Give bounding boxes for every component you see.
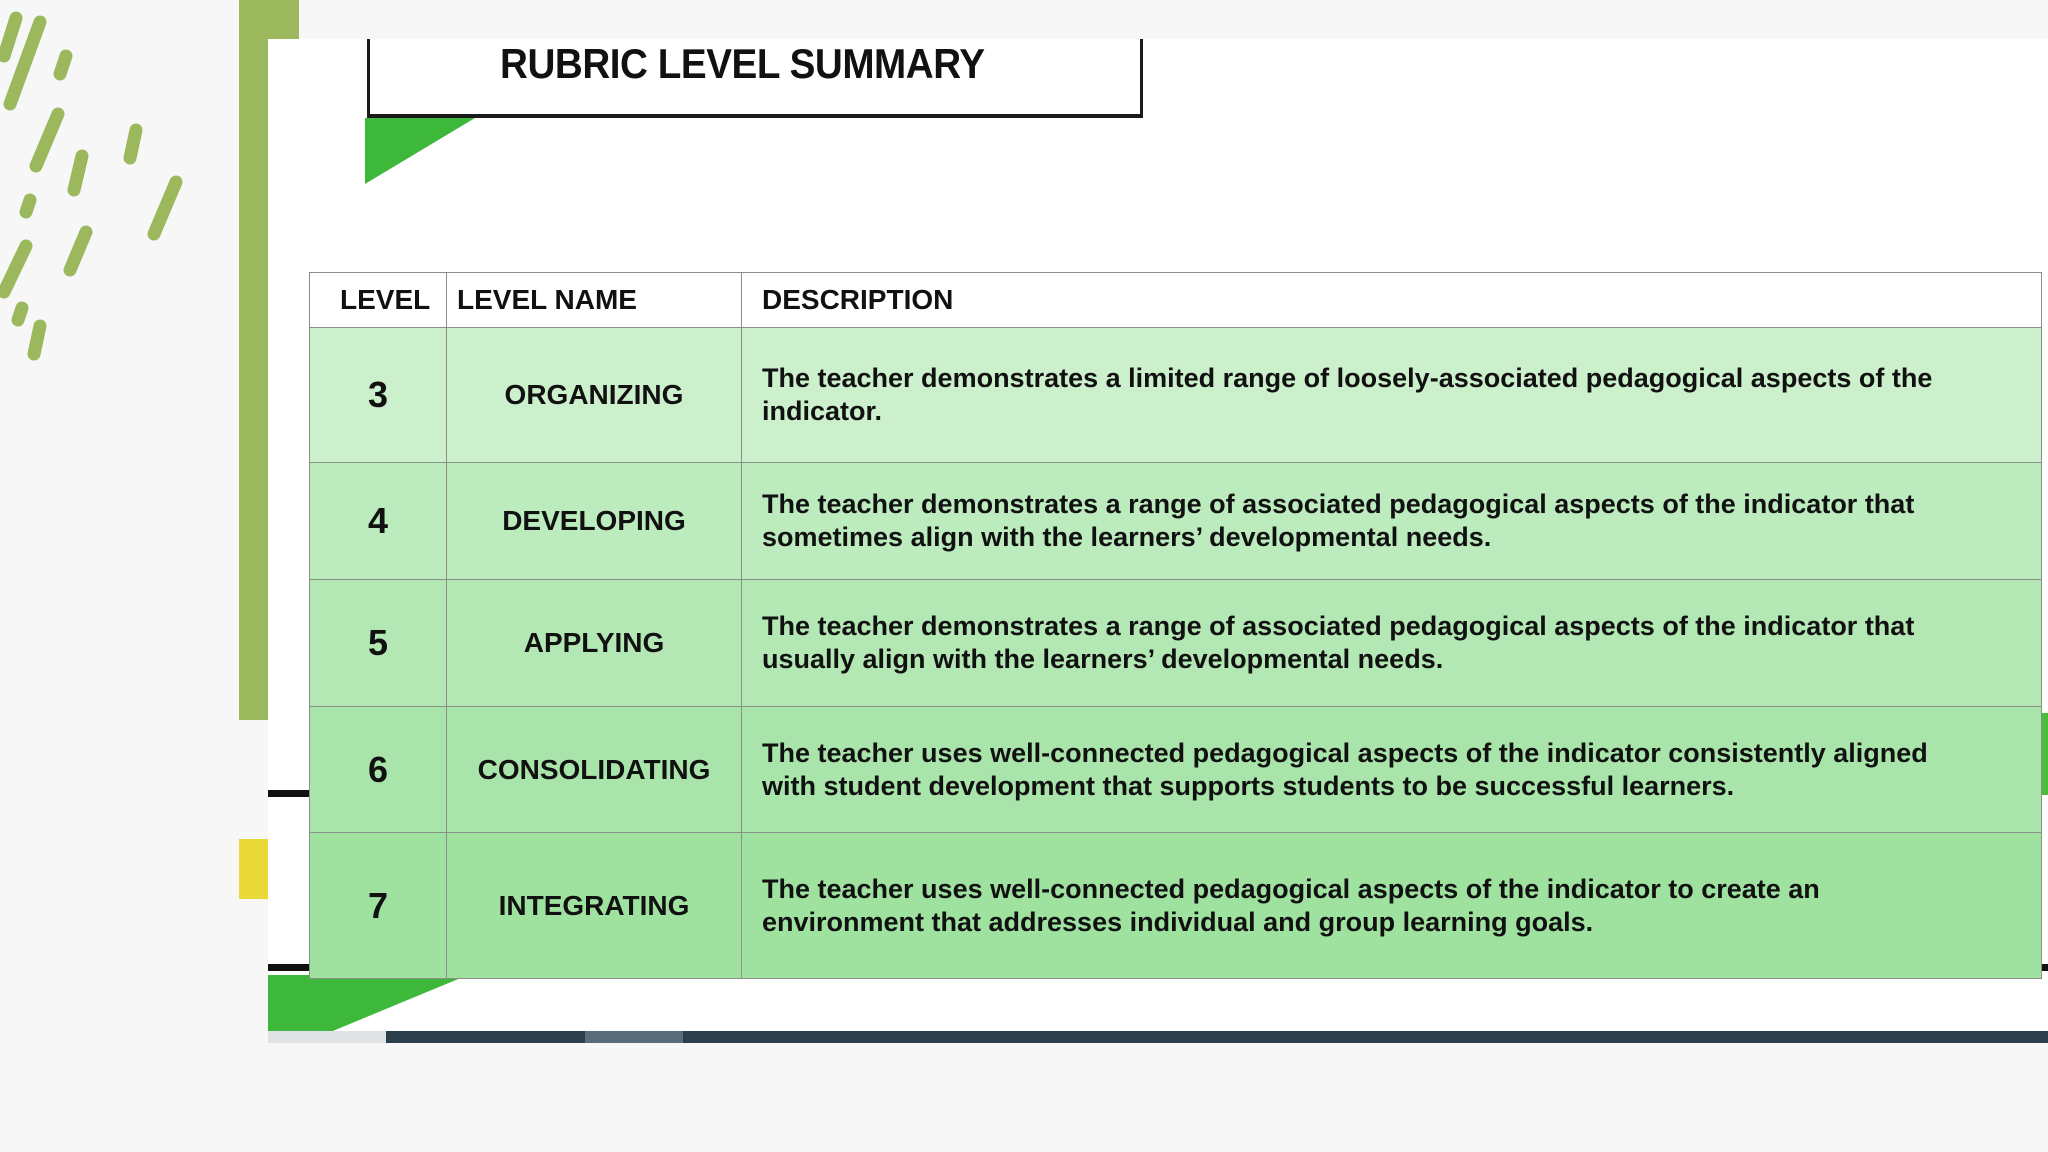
title-box <box>367 39 1143 118</box>
bottom-strip-light-segment <box>268 1031 386 1043</box>
table-row <box>310 707 2042 833</box>
header-level: LEVEL <box>310 273 447 328</box>
level-number: 4 <box>310 463 447 580</box>
level-number: 5 <box>310 580 447 707</box>
level-name: ORGANIZING <box>447 328 742 463</box>
bottom-strip-mid-segment <box>585 1031 683 1043</box>
level-name: INTEGRATING <box>447 833 742 979</box>
level-number: 3 <box>310 328 447 463</box>
table-row <box>310 463 2042 580</box>
level-description: The teacher uses well-connected pedagogical aspects of the indicator to create an environment that addresses individual and group learning goals. <box>742 833 2042 979</box>
bottom-progress-strip <box>268 1031 2048 1043</box>
level-description: The teacher demonstrates a range of associated pedagogical aspects of the indicator that usually align with the learners’ developmental needs. <box>742 580 2042 707</box>
table-header-row <box>310 273 2042 328</box>
level-description: The teacher demonstrates a range of associated pedagogical aspects of the indicator that sometimes align with the learners’ developmental needs. <box>742 463 2042 580</box>
level-number: 6 <box>310 707 447 833</box>
header-level-name: LEVEL NAME <box>447 273 742 328</box>
yellow-accent-block <box>239 839 268 899</box>
level-description: The teacher uses well-connected pedagogical aspects of the indicator consistently aligned with student development that supports students to be successful learners. <box>742 707 2042 833</box>
table-row <box>310 328 2042 463</box>
table-row <box>310 833 2042 979</box>
bottom-green-wedge <box>268 975 468 1033</box>
level-name: CONSOLIDATING <box>447 707 742 833</box>
table-row <box>310 580 2042 707</box>
header-description: DESCRIPTION <box>742 273 2042 328</box>
level-description: The teacher demonstrates a limited range of loosely-associated pedagogical aspects of the indicator. <box>742 328 2042 463</box>
decorative-slashes <box>0 0 200 380</box>
level-name: DEVELOPING <box>447 463 742 580</box>
title-green-triangle <box>365 118 475 184</box>
left-olive-bar-top <box>239 0 299 40</box>
level-number: 7 <box>310 833 447 979</box>
rubric-table <box>309 272 2042 979</box>
left-olive-bar <box>239 0 268 720</box>
level-name: APPLYING <box>447 580 742 707</box>
page-title: RUBRIC LEVEL SUMMARY <box>500 40 985 87</box>
